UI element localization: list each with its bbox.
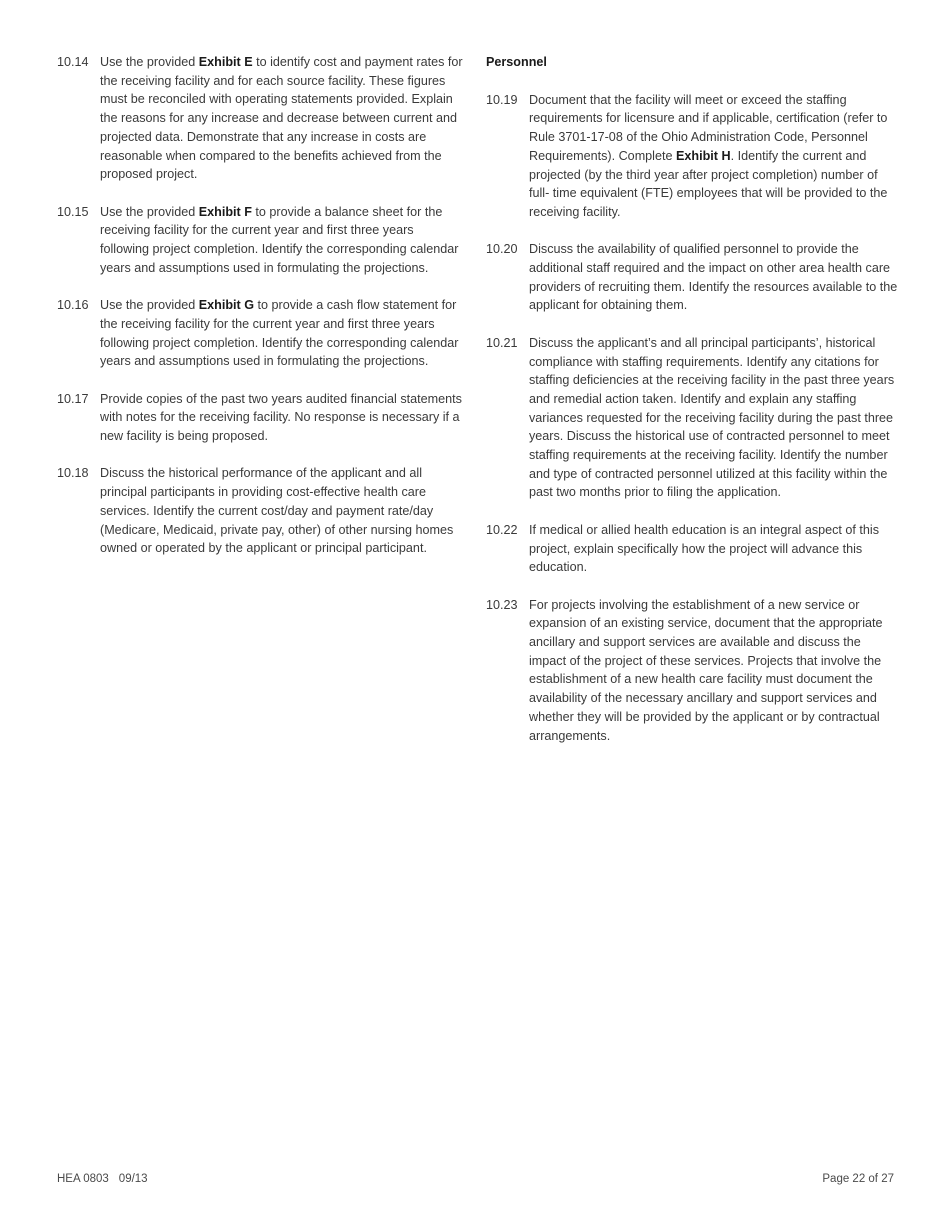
item-number: 10.17 xyxy=(57,391,89,406)
left-column xyxy=(57,53,465,577)
form-number: HEA 0803 xyxy=(57,1173,109,1185)
item-number: 10.21 xyxy=(486,335,518,350)
form-date: 09/13 xyxy=(118,1173,148,1185)
list-item xyxy=(486,521,898,577)
list-item xyxy=(486,240,898,315)
item-number: 10.18 xyxy=(57,466,89,481)
item-text: Document that the facility will meet or exceed the staffing requirements for licensure and if applicable, certification (refer to Rule 3701-17-08 of the Ohio Administration Code, Personnel Requirements). Complete Exhibit H. Identify the current and projected (by the third year after project completion) number of full- time equivalent (FTE) employees that will be provided to the receiving facility. xyxy=(529,92,888,219)
item-number: 10.22 xyxy=(486,522,518,537)
item-text: Use the provided Exhibit G to provide a cash flow statement for the receiving facility for the current year and first three years following project completion. Identify the corresponding calendar years and assumptions used in formulating the projections. xyxy=(100,298,459,369)
exhibit-reference: Exhibit G xyxy=(198,298,254,313)
item-text: If medical or allied health education is an integral aspect of this project, explain specifically how the project will advance this education. xyxy=(529,522,880,575)
item-text: Discuss the historical performance of the applicant and all principal participants in providing cost-effective health care services. Identify the current cost/day and payment rate/day (Medicare, Medicaid, private pay, other) of other nursing homes owned or operated by the applicant or principal participant. xyxy=(100,466,454,556)
list-item xyxy=(486,334,898,502)
item-number: 10.14 xyxy=(57,55,89,69)
item-text: Discuss the availability of qualified personnel to provide the additional staff required and the impact on other area health care providers of recruiting them. Identify the resources available to the applicant for obtaining them. xyxy=(529,242,898,313)
exhibit-reference: Exhibit E xyxy=(198,55,253,69)
list-item xyxy=(486,596,898,746)
list-item xyxy=(57,203,465,278)
item-number: 10.20 xyxy=(486,242,518,257)
item-text: Provide copies of the past two years audited financial statements with notes for the receiving facility. No response is necessary if a new facility is being proposed. xyxy=(100,391,462,444)
exhibit-reference: Exhibit H xyxy=(676,148,731,163)
item-text: For projects involving the establishment of a new service or expansion of an existing service, document that the appropriate ancillary and support services are available and discuss the impact of the project of these services. Projects that involve the establishment of a new health care facility must document the availability of the necessary ancillary and support services and whether they will be provided by the applicant or by contractual arrangements. xyxy=(529,597,883,743)
item-text: Use the provided Exhibit E to identify cost and payment rates for the receiving facility and for each source facility. These figures must be reconciled with operating statements provided. Explain the reasons for any increase and decrease between current and projected data. Demonstrate that any increase in costs are reasonable when compared to the benefits achieved from the proposed project. xyxy=(100,55,463,182)
item-number: 10.23 xyxy=(486,597,518,612)
list-item xyxy=(57,464,465,558)
footer-form-id xyxy=(57,1171,148,1187)
item-text: Use the provided Exhibit F to provide a balance sheet for the receiving facility for the current year and first three years following project completion. Identify the corresponding calendar years and assumptions used in formulating the projections. xyxy=(100,204,459,275)
item-number: 10.16 xyxy=(57,298,89,313)
list-item xyxy=(57,53,465,184)
list-item xyxy=(57,390,465,446)
exhibit-reference: Exhibit F xyxy=(198,204,252,219)
list-item xyxy=(486,91,898,222)
item-number: 10.15 xyxy=(57,204,89,219)
item-text: Discuss the applicant’s and all principal participants’, historical compliance with staffing requirements. Identify any citations for staffing deficiencies at the receiving facility in the past three years and remedial action taken. Identify and explain any staffing variances requested for the receiving facility during the past three years. Discuss the historical use of contracted personnel to meet staffing requirements at the receiving facility. Identify the number and type of contracted personnel utilized at this facility within the past two months prior to filing the application. xyxy=(529,335,895,500)
item-number: 10.19 xyxy=(486,92,518,107)
right-column xyxy=(486,53,898,764)
list-item xyxy=(57,296,465,371)
section-heading-personnel: Personnel xyxy=(486,55,547,69)
page-number: Page 22 of 27 xyxy=(822,1173,894,1185)
